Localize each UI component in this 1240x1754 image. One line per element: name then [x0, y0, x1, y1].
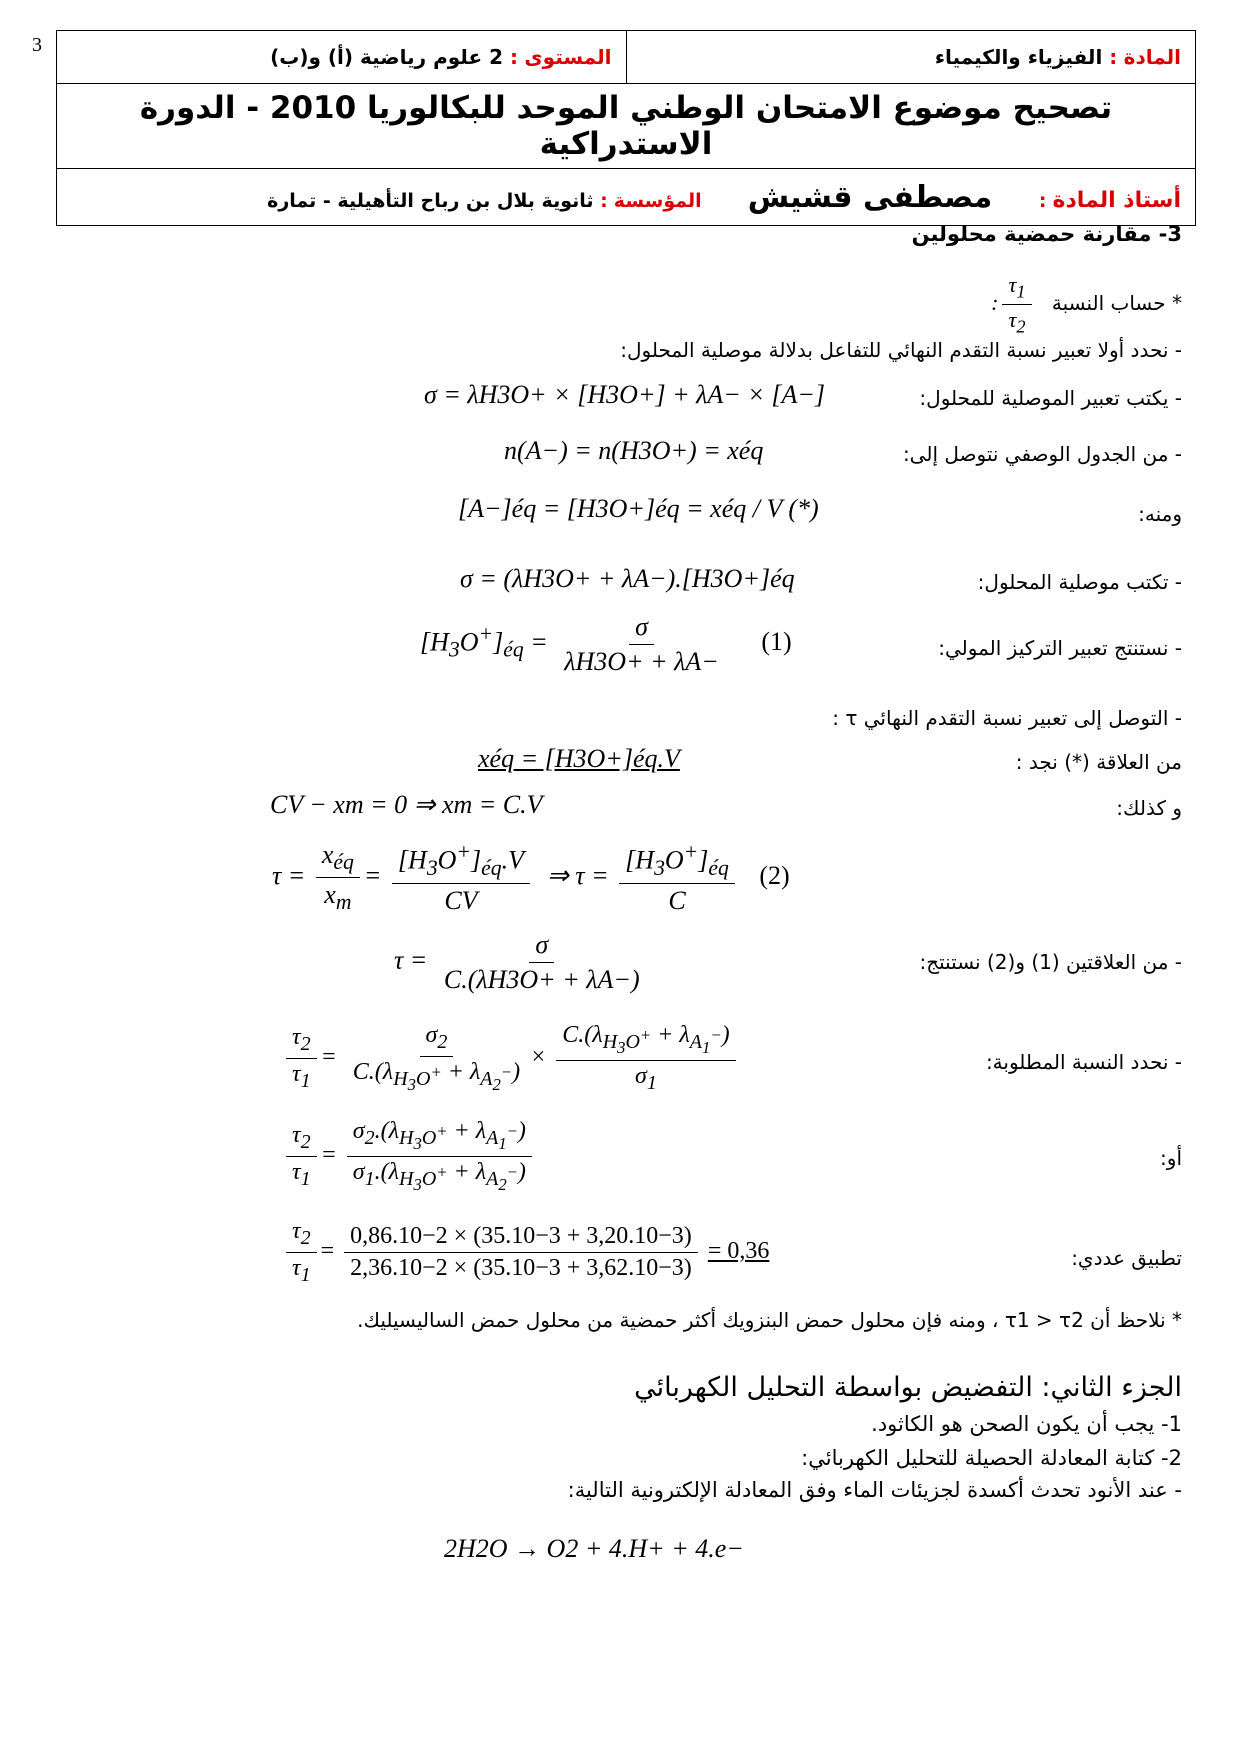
formula-h3o-den: λH3O+ + λA−	[564, 647, 719, 676]
part2-line-2: 2- كتابة المعادلة الحصيلة للتحليل الكهربائي:	[801, 1446, 1182, 1470]
school-name: ثانوية بلال بن رباح التأهيلية - تمارة	[267, 189, 594, 212]
formula-numeric-num: 0,86.10−2 × (35.10−3 + 3,20.10−3)	[344, 1223, 698, 1253]
subject-value: الفيزياء والكيمياء	[934, 45, 1103, 69]
formula-xm: CV − xm = 0 ⇒ xm = C.V	[270, 790, 543, 819]
formula-h3o: $[H_3O^+]_{éq}$ = $\frac{\sigma}{\lambda H3O+ + \lambda A-}$ (1)	[420, 612, 792, 676]
teacher-name: مصطفى قشيش	[747, 179, 993, 215]
formula-sigma2: σ = (λH3O+ + λA−).[H3O+]éq	[460, 564, 795, 593]
line-12: أو:	[1160, 1146, 1182, 1170]
line-6: - نستنتج تعبير التركيز المولي:	[938, 636, 1182, 660]
line-8: من العلاقة (*) نجد :	[1015, 750, 1182, 774]
ratio-fraction: $\frac{\tau_1}{\tau_2}$ :	[991, 290, 1035, 315]
formula-h3o-tag: (1)	[761, 627, 792, 657]
subject-cell: المادة : الفيزياء والكيمياء	[626, 31, 1196, 84]
ratio-intro-line	[220, 272, 1182, 338]
formula-numeric: $\frac{\tau_2}{\tau_1}$ = $\frac{0,86.10-2 \times (35.10-3 + 3,20.10-3)}{2,36.10-2 \times (35.10-3 + 3,62.10-3)}$ = 0,36	[282, 1218, 769, 1287]
school-label: المؤسسة	[613, 189, 702, 212]
teacher-row: أستاذ المادة : مصطفى قشيش المؤسسة : ثانوية بلال بن رباح التأهيلية - تمارة	[57, 169, 1196, 226]
formula-tau3-num: σ	[529, 930, 554, 963]
formula-conc: [A−]éq = [H3O+]éq = xéq / V (*)	[458, 494, 819, 523]
part2-line-1: 1- يجب أن يكون الصحن هو الكاثود.	[871, 1412, 1182, 1436]
formula-tau3: τ = $\frac{\sigma}{C.(\lambda H3O+ + \lambda A-)}$	[394, 930, 650, 995]
line-4: ومنه:	[1138, 502, 1182, 526]
formula-n: n(A−) = n(H3O+) = xéq	[504, 436, 764, 465]
formula-tau-tag: (2)	[759, 860, 790, 890]
page-number: 3	[32, 34, 42, 56]
page-title: تصحيح موضوع الامتحان الوطني الموحد للبكالوريا 2010 - الدورة الاستدراكية	[57, 84, 1196, 169]
formula-xeq: xéq = [H3O+]éq.V	[478, 744, 680, 773]
formula-numeric-den: 2,36.10−2 × (35.10−3 + 3,62.10−3)	[350, 1254, 692, 1281]
formula-tau3-den: C.(λH3O+ + λA−)	[443, 965, 640, 994]
formula-numeric-result: = 0,36	[707, 1237, 770, 1264]
part2-equation: 2H2O → O2 + 4.H+ + 4.e−	[444, 1534, 744, 1563]
formula-ratio: $\frac{\tau_2}{\tau_1}$ = $\frac{\sigma_2}{C.(\lambda_{H_3O^+} + \lambda_{A_2^-})}$ × $\frac{C.(\lambda_{H_3O^+} + \lambda_{A_1^-})}{\sigma_1}$	[282, 1022, 740, 1095]
formula-sigma: σ = λH3O+ × [H3O+] + λA− × [A−]	[424, 380, 826, 409]
part2-line-3: - عند الأنود تحدث أكسدة لجزيئات الماء وفق المعادلة الإلكترونية التالية:	[567, 1478, 1182, 1502]
section-heading: 3- مقارنة حمضية محلولين	[911, 222, 1182, 246]
line-11: - نحدد النسبة المطلوبة:	[985, 1050, 1182, 1074]
formula-h3o-num: σ	[629, 612, 654, 645]
subject-label: المادة	[1123, 45, 1181, 69]
level-cell: المستوى : 2 علوم رياضية (أ) و(ب)	[57, 31, 627, 84]
line-13: تطبيق عددي:	[1071, 1246, 1182, 1270]
line-10: - من العلاقتين (1) و(2) نستنتج:	[919, 950, 1182, 974]
header-table	[56, 30, 1196, 226]
line-3: - من الجدول الوصفي نتوصل إلى:	[902, 442, 1182, 466]
line-1: - نحدد أولا تعبير نسبة التقدم النهائي للتفاعل بدلالة موصلية المحلول:	[620, 338, 1182, 362]
teacher-label: أستاذ المادة	[1052, 187, 1181, 213]
line-2: - يكتب تعبير الموصلية للمحلول:	[919, 386, 1182, 410]
part2-heading: الجزء الثاني: التفضيض بواسطة التحليل الكهربائي	[634, 1372, 1182, 1403]
line-9: و كذلك:	[1116, 796, 1182, 820]
line-7: - التوصل إلى تعبير نسبة التقدم النهائي τ :	[832, 706, 1182, 730]
formula-tau: τ = $\frac{x_{éq}}{x_m}$ = $\frac{[H_3O^+]_{éq}.V}{CV}$ ⇒ τ = $\frac{[H_3O^+]_{éq}}{C}$ (2)	[272, 840, 790, 915]
line-5: - تكتب موصلية المحلول:	[977, 570, 1182, 594]
formula-ratio2: $\frac{\tau_2}{\tau_1}$ = $\frac{\sigma_2.(\lambda_{H_3O^+} + \lambda_{A_1^-})}{\sigma_1.(\lambda_{H_3O^+} + \lambda_{A_2^-})}$	[282, 1118, 536, 1195]
line-14: * نلاحظ أن τ1 > τ2 ، ومنه فإن محلول حمض البنزويك أكثر حمضية من محلول حمض الساليسيليك.	[357, 1308, 1182, 1332]
level-value: 2 علوم رياضية (أ) و(ب)	[270, 45, 503, 69]
level-label: المستوى	[524, 45, 612, 69]
ratio-intro-text: * حساب النسبة	[1051, 290, 1182, 315]
